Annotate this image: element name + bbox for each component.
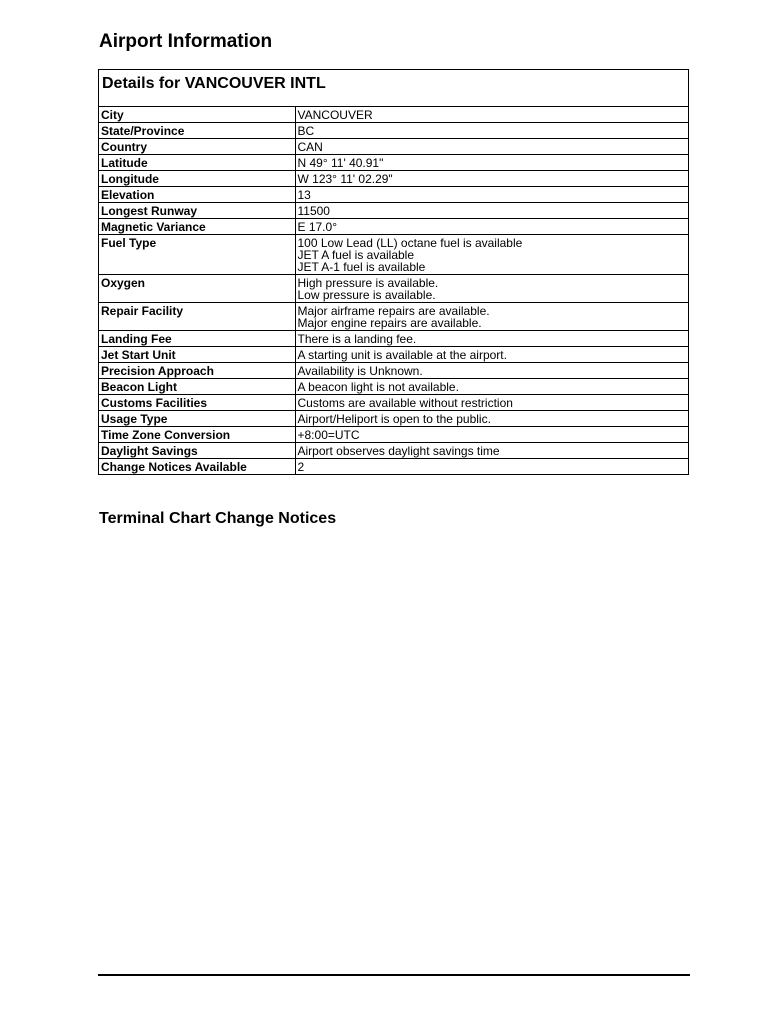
row-label: Oxygen — [99, 275, 295, 303]
row-value-line: 13 — [297, 188, 311, 202]
row-value — [295, 331, 688, 347]
row-value-line: High pressure is available. — [297, 276, 439, 290]
row-label: Longest Runway — [99, 203, 295, 219]
table-row — [99, 187, 688, 203]
table-row — [99, 219, 688, 235]
table-row — [99, 203, 688, 219]
details-heading: Details for VANCOUVER INTL — [99, 70, 688, 107]
row-value — [295, 347, 688, 363]
row-label: Time Zone Conversion — [99, 427, 295, 443]
table-row — [99, 363, 688, 379]
table-row — [99, 235, 688, 275]
row-label: Fuel Type — [99, 235, 295, 275]
airport-details-table — [98, 69, 689, 475]
row-label: Magnetic Variance — [99, 219, 295, 235]
row-value — [295, 459, 688, 475]
table-row — [99, 107, 688, 123]
row-value-line: Airport observes daylight savings time — [297, 444, 500, 458]
row-value — [295, 443, 688, 459]
table-row — [99, 379, 688, 395]
row-value-line: JET A-1 fuel is available — [297, 260, 426, 274]
row-value — [295, 275, 688, 303]
row-value — [295, 203, 688, 219]
row-value-line: 100 Low Lead (LL) octane fuel is available — [297, 236, 523, 250]
page-title: Airport Information — [99, 31, 273, 52]
table-row — [99, 427, 688, 443]
row-value-line: Low pressure is available. — [297, 288, 436, 302]
row-value-line: Major airframe repairs are available. — [297, 304, 490, 318]
row-value-line: 2 — [297, 460, 305, 474]
row-value-line: Customs are available without restriction — [297, 396, 513, 410]
row-label: Beacon Light — [99, 379, 295, 395]
table-row — [99, 443, 688, 459]
row-value — [295, 427, 688, 443]
row-label: Landing Fee — [99, 331, 295, 347]
row-value — [295, 303, 688, 331]
row-value-line: E 17.0° — [297, 220, 337, 234]
row-value — [295, 155, 688, 171]
row-label: Usage Type — [99, 411, 295, 427]
row-label: Customs Facilities — [99, 395, 295, 411]
footer-divider — [98, 974, 690, 976]
row-value-line: 11500 — [297, 204, 330, 218]
row-value-line: A starting unit is available at the airport. — [297, 348, 507, 362]
row-value — [295, 123, 688, 139]
row-value — [295, 363, 688, 379]
table-row — [99, 411, 688, 427]
row-value — [295, 139, 688, 155]
row-value — [295, 107, 688, 123]
row-label: City — [99, 107, 295, 123]
table-row — [99, 395, 688, 411]
row-value-line: Airport/Heliport is open to the public. — [297, 412, 491, 426]
row-value-line: A beacon light is not available. — [297, 380, 459, 394]
table-row — [99, 459, 688, 475]
row-value — [295, 219, 688, 235]
row-label: Country — [99, 139, 295, 155]
row-value-line: +8:00=UTC — [297, 428, 360, 442]
details-grid — [99, 107, 688, 474]
table-row — [99, 331, 688, 347]
table-row — [99, 347, 688, 363]
row-value — [295, 187, 688, 203]
row-value-line: N 49° 11' 40.91" — [297, 156, 384, 170]
row-label: Daylight Savings — [99, 443, 295, 459]
row-value-line: There is a landing fee. — [297, 332, 417, 346]
table-row — [99, 123, 688, 139]
table-row — [99, 155, 688, 171]
row-value-line: VANCOUVER — [297, 108, 373, 122]
row-value-line: W 123° 11' 02.29" — [297, 172, 393, 186]
row-label: Jet Start Unit — [99, 347, 295, 363]
row-label: Longitude — [99, 171, 295, 187]
row-label: Change Notices Available — [99, 459, 295, 475]
row-value — [295, 395, 688, 411]
row-label: State/Province — [99, 123, 295, 139]
row-value-line: Availability is Unknown. — [297, 364, 423, 378]
row-value — [295, 411, 688, 427]
terminal-chart-notices-heading: Terminal Chart Change Notices — [99, 510, 337, 527]
row-label: Elevation — [99, 187, 295, 203]
row-value — [295, 171, 688, 187]
row-value-line: BC — [297, 124, 315, 138]
details-body — [99, 107, 688, 474]
row-value — [295, 235, 688, 275]
row-value-line: Major engine repairs are available. — [297, 316, 482, 330]
row-value-line: CAN — [297, 140, 323, 154]
table-row — [99, 275, 688, 303]
table-row — [99, 171, 688, 187]
row-label: Precision Approach — [99, 363, 295, 379]
row-label: Latitude — [99, 155, 295, 171]
row-value — [295, 379, 688, 395]
row-value-line: JET A fuel is available — [297, 248, 415, 262]
table-row — [99, 303, 688, 331]
table-row — [99, 139, 688, 155]
row-label: Repair Facility — [99, 303, 295, 331]
